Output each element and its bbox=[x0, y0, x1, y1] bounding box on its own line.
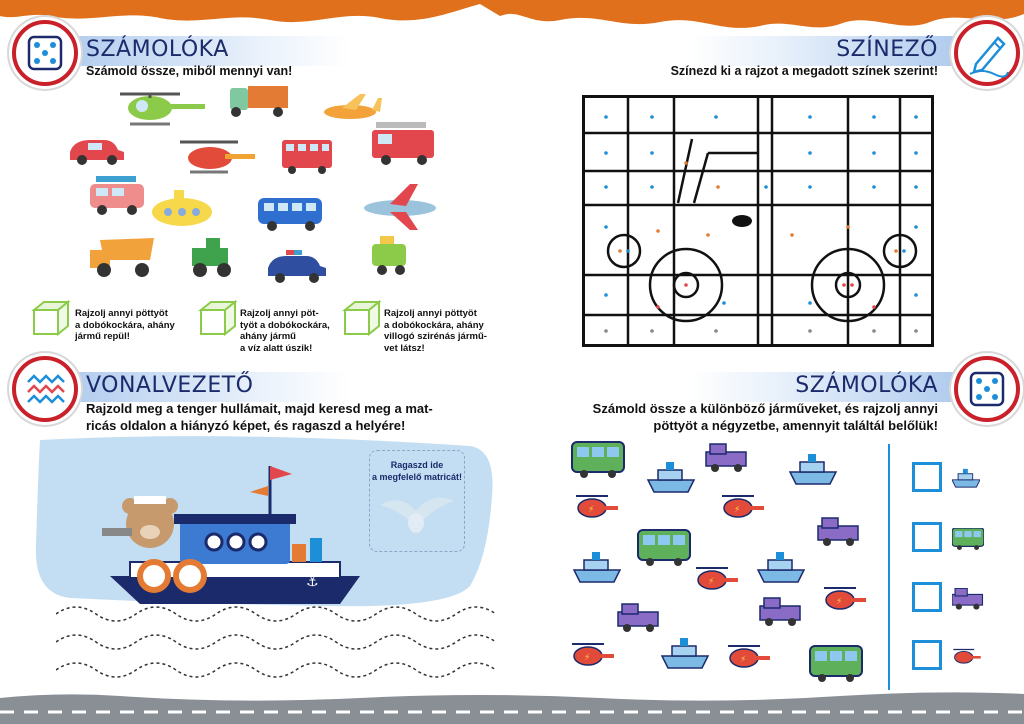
dice-icon bbox=[16, 24, 74, 82]
road-decoration bbox=[0, 684, 1024, 724]
section-title: SZÁMOLÓKA bbox=[86, 37, 229, 62]
pickup-truck-icon bbox=[952, 588, 984, 610]
answer-box-helicopter[interactable] bbox=[912, 640, 942, 670]
sticker-placeholder[interactable]: Ragaszd ide a megfelelő matricát! bbox=[369, 450, 465, 552]
answer-box-bus[interactable] bbox=[912, 522, 942, 552]
sweeper-icon bbox=[372, 236, 406, 275]
cube-task-text: Rajzolj annyi pöttyöt a dobókockára, ahány villogó szirénás jármű- vet látsz! bbox=[384, 308, 487, 354]
bus-icon bbox=[258, 198, 322, 231]
helicopter-icon bbox=[952, 644, 982, 668]
tractor-icon bbox=[192, 238, 231, 277]
bus-icon bbox=[952, 528, 984, 550]
bus-icon bbox=[282, 140, 332, 174]
answer-box-pickup[interactable] bbox=[912, 582, 942, 612]
waves-icon bbox=[16, 360, 74, 418]
cube-icon bbox=[341, 298, 381, 338]
section-subtitle: Színezd ki a rajzot a megadott színek szerint! bbox=[670, 64, 938, 78]
seagull-icon bbox=[376, 485, 458, 541]
vehicles-illustration bbox=[60, 80, 450, 290]
helicopter-icon bbox=[120, 94, 205, 124]
plane-icon bbox=[364, 184, 436, 230]
police-car-icon bbox=[268, 250, 326, 283]
cube-icon bbox=[197, 298, 237, 338]
plane-icon bbox=[324, 94, 382, 119]
section-badge bbox=[954, 20, 1020, 86]
vehicle-count-field bbox=[560, 432, 880, 694]
answer-box-ship[interactable] bbox=[912, 462, 942, 492]
dice-icon bbox=[958, 360, 1016, 418]
pencil-icon bbox=[958, 24, 1016, 82]
section-badge bbox=[12, 356, 78, 422]
section-subtitle: Rajzold meg a tenger hullámait, majd keresd meg a mat- ricás oldalon a hiányzó képet, és ragaszd a helyére! bbox=[86, 401, 433, 433]
dump-truck-icon bbox=[90, 238, 154, 277]
helicopter-icon bbox=[180, 142, 255, 172]
section-title: SZÁMOLÓKA bbox=[795, 373, 938, 398]
section-title: SZÍNEZŐ bbox=[836, 37, 938, 62]
car-icon bbox=[70, 140, 124, 165]
svg-text:⚓: ⚓ bbox=[306, 574, 319, 590]
truck-icon bbox=[230, 86, 288, 117]
submarine-icon bbox=[152, 190, 212, 226]
section-badge bbox=[954, 356, 1020, 422]
ship-icon bbox=[952, 466, 980, 490]
section-subtitle: Számold össze, miből mennyi van! bbox=[86, 64, 293, 78]
section-badge bbox=[12, 20, 78, 86]
section-subtitle: Számold össze a különböző járműveket, és rajzolj annyi pöttyöt a négyzetbe, amennyit találtál belőlük! bbox=[592, 401, 938, 433]
tracing-waves bbox=[56, 600, 496, 682]
coloring-grid bbox=[582, 95, 934, 347]
van-icon bbox=[90, 176, 144, 215]
cube-task-text: Rajzolj annyi pöttyöt a dobókockára, ahány jármű repül! bbox=[75, 308, 175, 342]
top-decoration bbox=[0, 0, 1024, 40]
cube-icon bbox=[30, 298, 70, 338]
section-title: VONALVEZETŐ bbox=[86, 373, 254, 398]
cube-task-text: Rajzolj annyi pöt- työt a dobókockára, ahány jármű a víz alatt úszik! bbox=[240, 308, 330, 354]
vertical-divider bbox=[888, 444, 890, 690]
fire-truck-icon bbox=[372, 122, 434, 165]
